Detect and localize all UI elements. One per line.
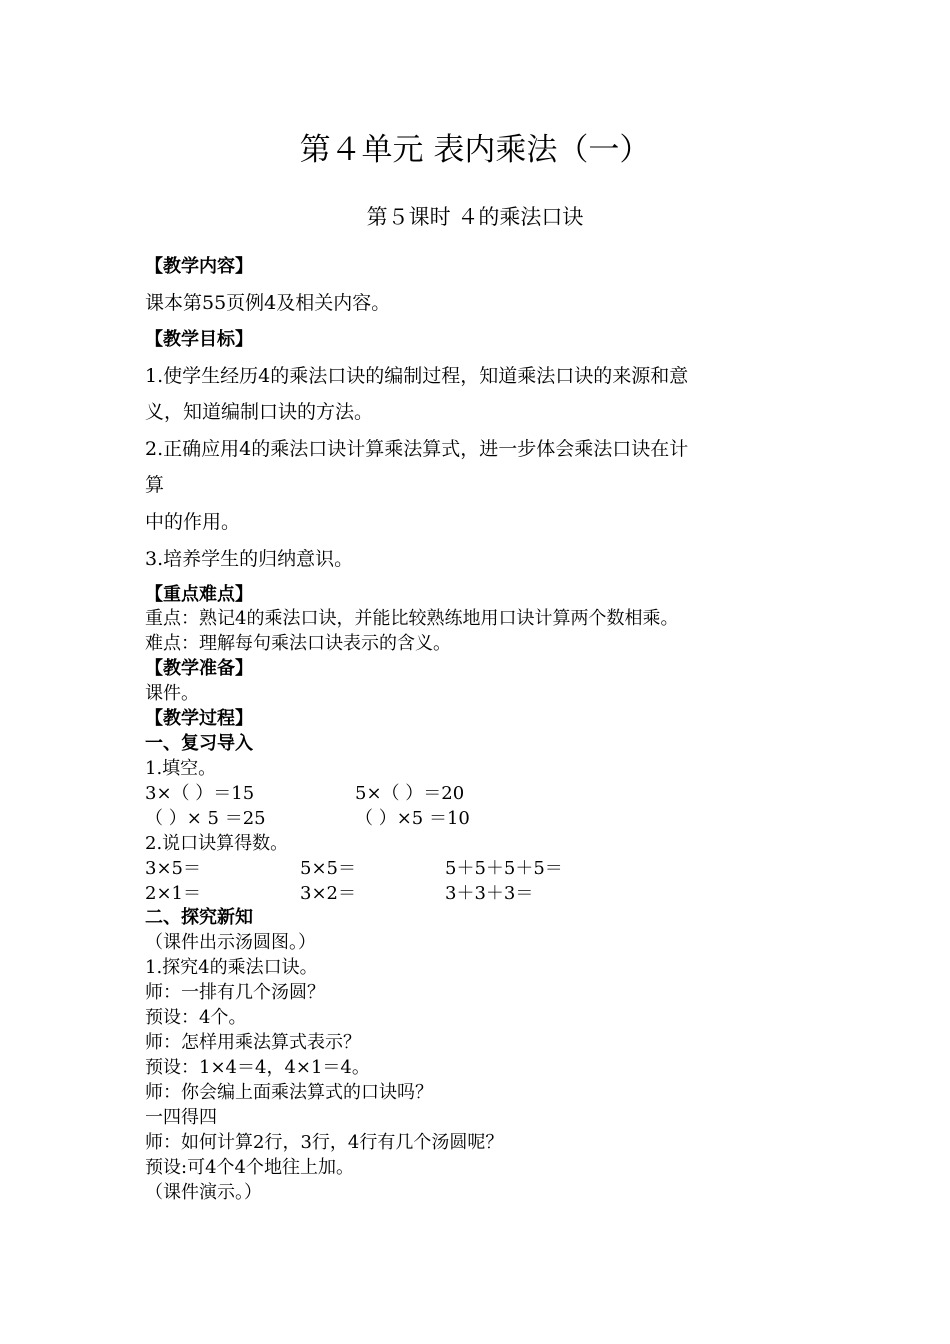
fill-blank-item: （ ）×5 ＝10 (355, 808, 470, 829)
section-heading-content: 【教学内容】 (145, 256, 253, 277)
goal-1-line-1: 1.使学生经历4的乘法口诀的编制过程，知道乘法口诀的来源和意 (145, 365, 689, 387)
oral-calc-item: 5＋5＋5＋5＝ (445, 858, 563, 879)
goal-2-line-1: 2.正确应用4的乘法口诀计算乘法算式，进一步体会乘法口诀在计 (145, 438, 689, 460)
section-heading-key: 【重点难点】 (145, 584, 253, 605)
part-2-line: 1.探究4的乘法口诀。 (145, 957, 318, 978)
content-text: 课本第55页例4及相关内容。 (145, 292, 391, 314)
unit-title: 第４单元 表内乘法（一） (299, 132, 651, 168)
lesson-title: 第５课时 ４的乘法口诀 (366, 205, 584, 229)
part-2-line: 预设：4个。 (145, 1007, 247, 1028)
part-2-line: 师：一排有几个汤圆？ (145, 982, 325, 1003)
part-2-line: 一四得四 (145, 1107, 217, 1128)
goal-3: 3.培养学生的归纳意识。 (145, 548, 354, 570)
part-2-line: 师：你会编上面乘法算式的口诀吗？ (145, 1082, 433, 1103)
fill-blank-row-1 (145, 781, 465, 806)
prep-text: 课件。 (145, 683, 199, 704)
key-point: 重点：熟记4的乘法口诀，并能比较熟练地用口诀计算两个数相乘。 (145, 608, 679, 629)
oral-calc-row-1 (145, 856, 563, 881)
oral-calc-title: 2.说口诀算得数。 (145, 833, 289, 854)
goal-2-line-2: 算 (145, 474, 165, 496)
oral-calc-item: 5×5＝ (300, 858, 356, 879)
oral-calc-item: 3×2＝ (300, 883, 356, 904)
fill-blank-row-2 (145, 806, 470, 831)
part-2-line: （课件出示汤圆图。） (145, 932, 316, 953)
part-2-line: 师：如何计算2行，3行，4行有几个汤圆呢？ (145, 1132, 504, 1153)
goal-2-line-3: 中的作用。 (145, 511, 241, 533)
oral-calc-item: 3×5＝ (145, 858, 201, 879)
part-2-heading: 二、探究新知 (145, 907, 253, 928)
section-heading-process: 【教学过程】 (145, 708, 253, 729)
difficulty-point: 难点：理解每句乘法口诀表示的含义。 (145, 633, 451, 654)
oral-calc-item: 3＋3＋3＝ (445, 883, 534, 904)
fill-blank-item: 5×（ ）＝20 (355, 783, 465, 804)
oral-calc-row-2 (145, 881, 534, 906)
part-2-line: 预设：1×4＝4，4×1＝4。 (145, 1057, 370, 1078)
part-2-line: 预设:可4个4个地往上加。 (145, 1157, 354, 1178)
section-heading-prep: 【教学准备】 (145, 658, 253, 679)
part-2-line: 师：怎样用乘法算式表示？ (145, 1032, 361, 1053)
goal-1-line-2: 义，知道编制口诀的方法。 (145, 401, 374, 423)
part-1-heading: 一、复习导入 (145, 733, 253, 754)
section-heading-goals: 【教学目标】 (145, 329, 253, 350)
oral-calc-item: 2×1＝ (145, 883, 201, 904)
fill-blank-title: 1.填空。 (145, 758, 217, 779)
fill-blank-item: （ ）× 5 ＝25 (145, 808, 266, 829)
part-2-line: （课件演示。） (145, 1182, 262, 1203)
fill-blank-item: 3×（ ）＝15 (145, 783, 255, 804)
